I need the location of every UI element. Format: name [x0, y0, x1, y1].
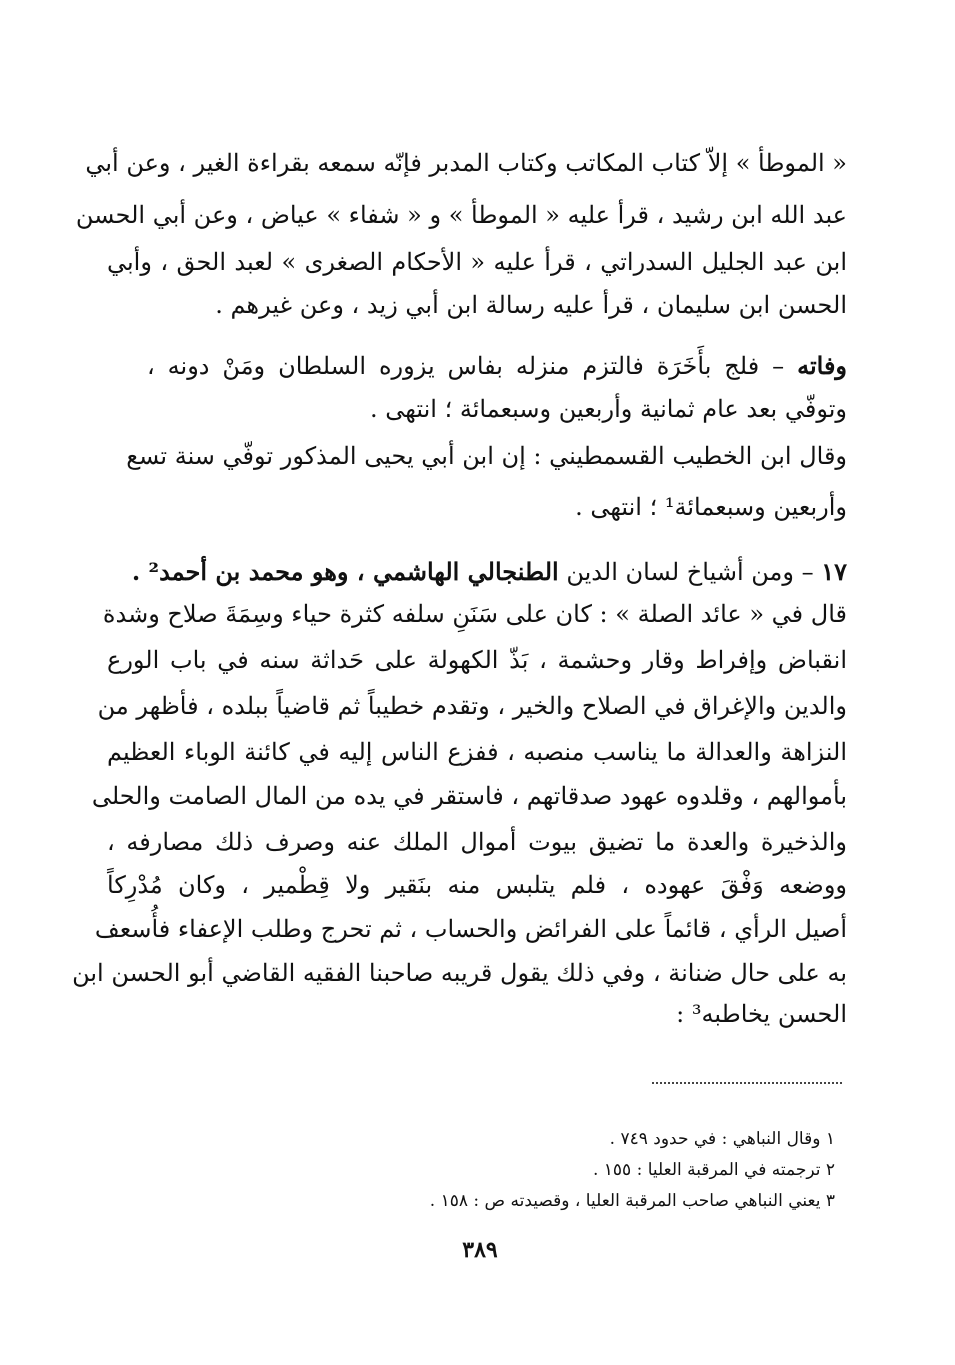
footnote-1: ١ وقال النباهي : في حدود ٧٤٩ .: [609, 1129, 835, 1149]
body-line: انقباض وإفراط وقار وحشمة ، بَذّ الكهولة على حَداثة سنه في باب الورع: [107, 646, 847, 674]
body-line: وقال ابن الخطيب القسمطيني : إن ابن أبي يحيى المذكور توفّي سنة تسع: [126, 442, 847, 470]
footnote-3: ٣ يعني النباهي صاحب المرقبة العليا ، وقصيدته ص : ١٥٨ .: [429, 1191, 835, 1211]
section-subject-name: الطنجالي الهاشمي ، وهو محمد بن أحمد: [159, 557, 559, 586]
section-number: ١٧: [821, 557, 847, 586]
body-line: ووضعه وَفْقَ عهوده ، فلم يتلبس منه بنَقير ولا قِطْمير ، وكان مُدْرِكاً: [107, 871, 847, 899]
body-line: والدين والإغراق في الصلاح والخير ، وتقدم خطيباً ثم قاضياً ببلده ، فأظهر من: [97, 692, 847, 720]
page-number: ٣٨٩: [462, 1237, 498, 1263]
body-line: ابن عبد الجليل السدراتي ، قرأ عليه « الأحكام الصغرى » لعبد الحق ، وأبي: [107, 248, 847, 276]
death-text: – فلج بأَخَرَة فالتزم منزله بفاس يزوره السلطان ومَنْ دونه ،: [147, 352, 798, 380]
body-line: الحسن ابن سليمان ، قرأ عليه رسالة ابن أبي زيد ، وعن غيرهم .: [215, 291, 847, 319]
body-line: النزاهة والعدالة ما يناسب منصبه ، ففزع الناس إليه في كائنة الوباء العظيم: [107, 738, 847, 766]
footnote-ref-2: ² .: [131, 557, 160, 586]
section-intro: – ومن أشياخ لسان الدين: [558, 558, 822, 586]
body-line: الحسن يخاطبه³ :: [676, 1000, 847, 1028]
body-line: عبد الله ابن رشيد ، قرأ عليه « الموطأ » و « شفاء » عياض ، وعن أبي الحسن: [75, 201, 847, 229]
footnote-separator: [652, 1082, 842, 1084]
body-line: به على حال ضنانة ، وفي ذلك يقول قريبه صاحبنا الفقيه القاضي أبو الحسن ابن: [72, 959, 847, 987]
death-heading: وفاته: [797, 351, 847, 380]
body-line: وأربعين وسبعمائة¹ ؛ انتهى .: [575, 493, 847, 521]
body-line: والذخيرة والعدة ما تضيق بيوت أموال الملك عنه وصرف ذلك مصارفه ،: [107, 828, 847, 856]
section-17-heading: [131, 552, 847, 592]
body-line: أصيل الرأي ، قائماً على الفرائض والحساب ، ثم تحرج وطلب الإعفاء فأُسعف: [94, 915, 847, 943]
body-line: قال في « عائد الصلة » : كان على سَنَنِ سلفه كثرة حياء وسِمَةَ صلاح وشدة: [102, 600, 847, 628]
body-line: بأموالهم ، وقلدوه عهود صدقاتهم ، فاستقر في يده من المال الصامت والحلى: [91, 782, 847, 810]
death-paragraph-line: [147, 346, 847, 386]
body-line: وتوفّي بعد عام ثمانية وأربعين وسبعمائة ؛ انتهى .: [370, 395, 847, 423]
footnote-2: ٢ ترجمته في المرقبة العليا : ١٥٥ .: [592, 1160, 835, 1180]
body-line: « الموطأ » إلاّ كتاب المكاتب وكتاب المدبر فإنّه سمعه بقراءة الغير ، وعن أبي: [85, 149, 847, 177]
